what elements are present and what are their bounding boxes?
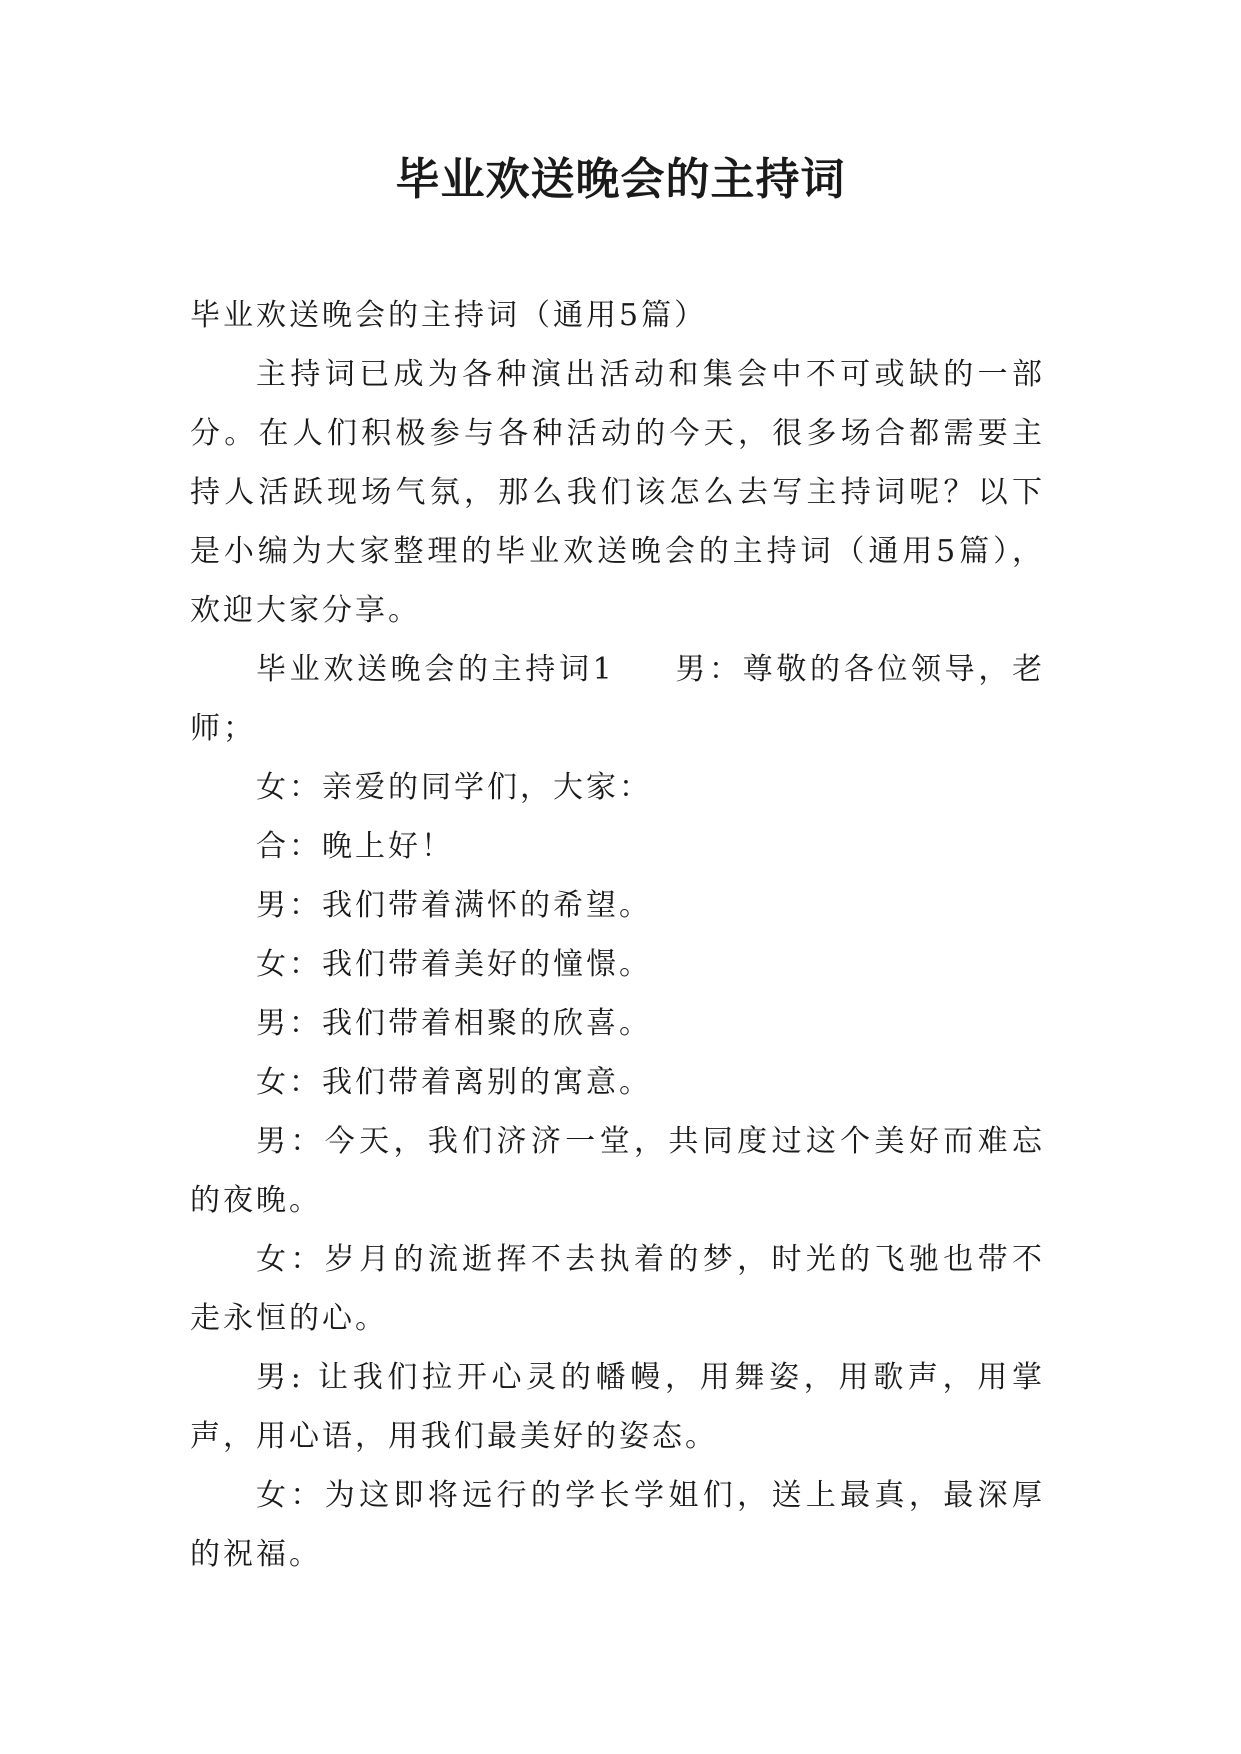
document-body: [190, 286, 1045, 1584]
dialogue-line: 女：岁月的流逝挥不去执着的梦，时光的飞驰也带不走永恒的心。: [190, 1242, 1045, 1336]
dialogue-line: 合：晚上好！: [256, 829, 454, 864]
dialogue-line: 男：我们带着满怀的希望。: [256, 888, 652, 923]
document-title: 毕业欢送晚会的主持词: [395, 154, 846, 205]
dialogue-line: 男: 让我们拉开心灵的幡幔，用舞姿，用歌声，用掌声，用心语，用我们最美好的姿态。: [190, 1360, 1045, 1454]
dialogue-line: 男：今天，我们济济一堂，共同度过这个美好而难忘的夜晚。: [190, 1124, 1045, 1218]
dialogue-line: 男：我们带着相聚的欣喜。: [256, 1006, 652, 1041]
section1-heading: 毕业欢送晚会的主持词1: [256, 652, 615, 687]
dialogue-line: 女：我们带着美好的憧憬。: [256, 947, 652, 982]
dialogue-line: 女：我们带着离别的寓意。: [256, 1065, 652, 1100]
intro-paragraph: 主持词已成为各种演出活动和集会中不可或缺的一部分。在人们积极参与各种活动的今天，很多场合都需要主持人活跃现场气氛，那么我们该怎么去写主持词呢？以下是小编为大家整理的毕业欢送晚会的主持词（通用5篇），欢迎大家分享。: [190, 357, 1045, 628]
document-subtitle: 毕业欢送晚会的主持词（通用5篇）: [190, 298, 708, 333]
dialogue-line: 女：为这即将远行的学长学姐们，送上最真，最深厚的祝福。: [190, 1478, 1045, 1572]
section1-first-line: 男：尊敬的各位领导，老师；: [190, 652, 1046, 746]
dialogue-line: 女：亲爱的同学们，大家：: [256, 770, 652, 805]
section1-opening: [190, 640, 1045, 758]
